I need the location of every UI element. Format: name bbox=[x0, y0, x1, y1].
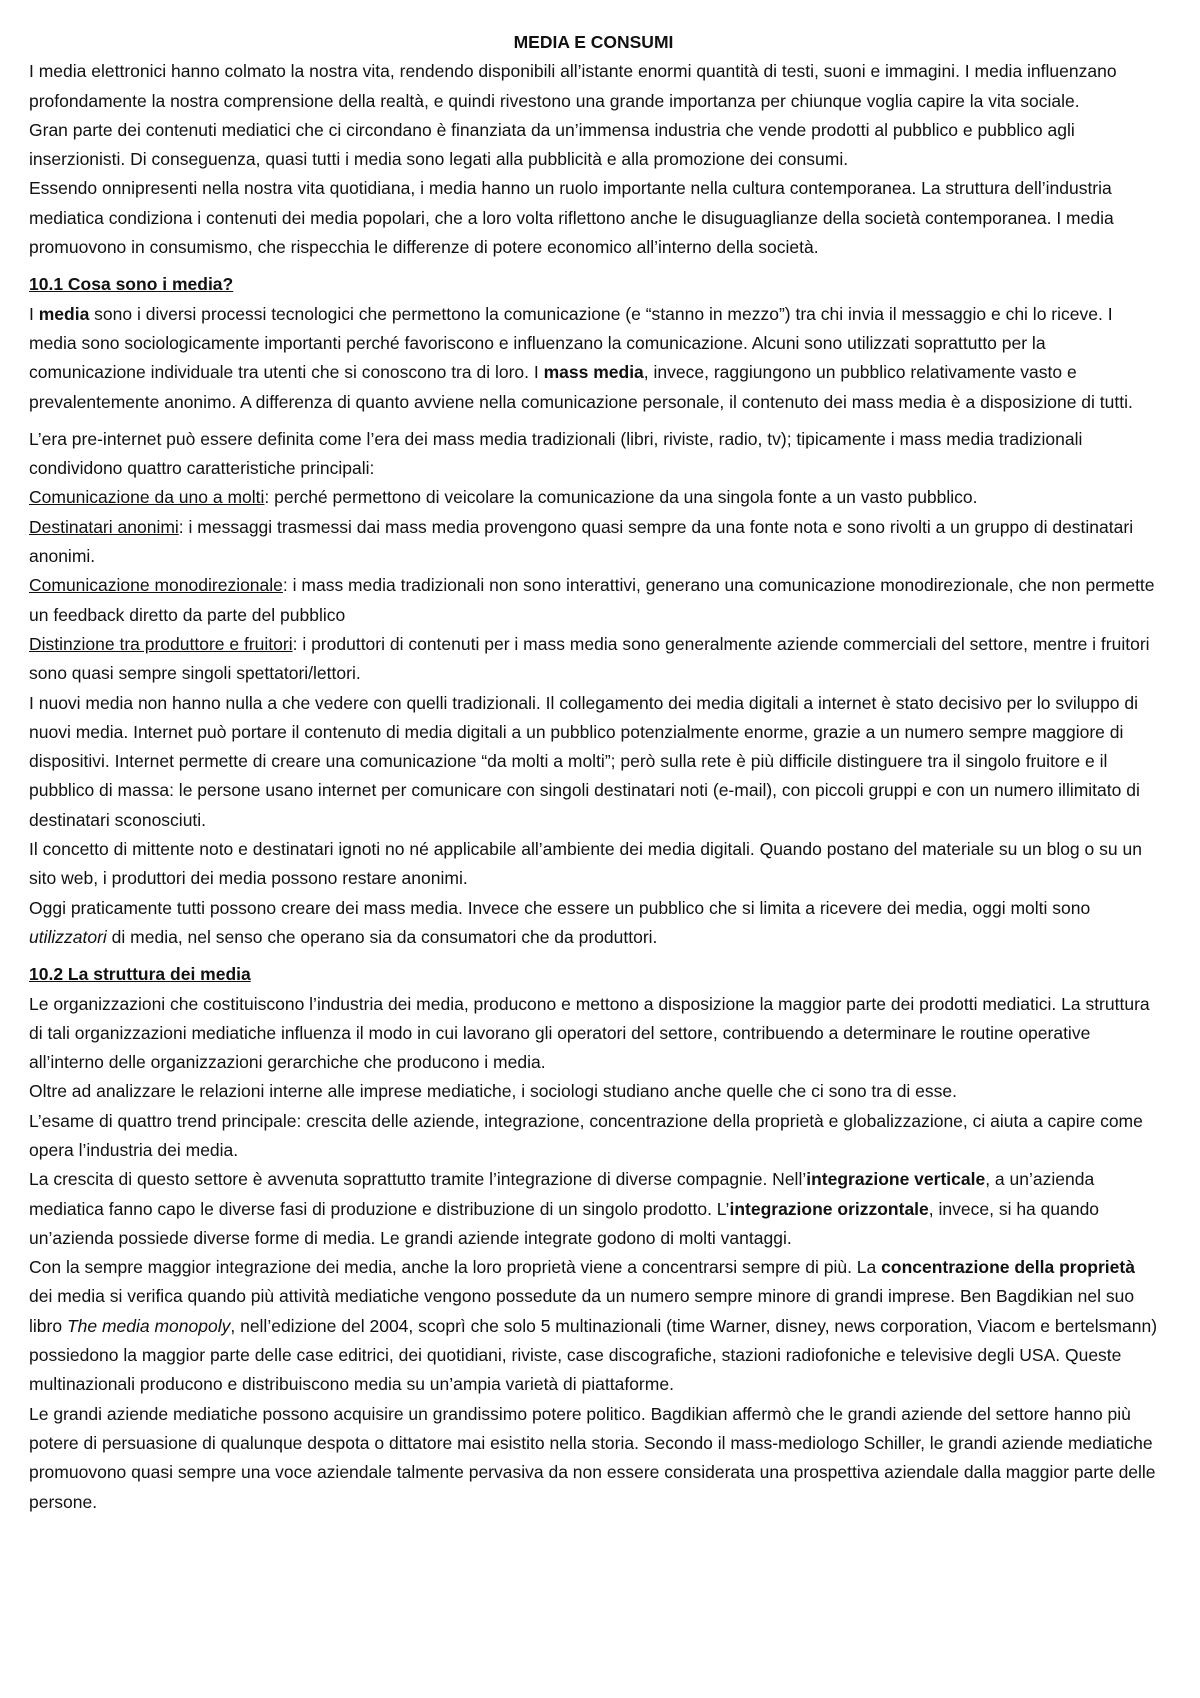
feature-text: : i messaggi trasmessi dai mass media provengono quasi sempre da una fonte nota e sono rivolti a un gruppo di destinatari anonimi. bbox=[29, 516, 1134, 567]
section2-paragraph-1: Le organizzazioni che costituiscono l’industria dei media, producono e mettono a disposizione la maggior parte dei prodotti mediatici. La struttura di tali organizzazioni mediatiche influenza il modo in cui lavorano gli operatori del settore, contribuendo a determinare le routine operative all’interno delle organizzazioni gerarchiche che producono i media. bbox=[29, 993, 1150, 1073]
text-run: , invece, si ha quando un’azienda possiede diverse forme di media. Le grandi aziende integrate godono di molti vantaggi. bbox=[29, 1198, 1100, 1248]
text-run: Con la sempre maggior integrazione dei media, anche la loro proprietà viene a concentrarsi sempre di più. La bbox=[29, 1257, 882, 1278]
spacer bbox=[29, 417, 1158, 425]
text-run: La crescita di questo settore è avvenuta soprattutto tramite l’integrazione di diverse compagnie. Nell’ bbox=[29, 1169, 807, 1190]
feature-item bbox=[29, 483, 1158, 512]
feature-term: Destinatari anonimi bbox=[29, 516, 179, 537]
intro-paragraph-3: Essendo onnipresenti nella nostra vita quotidiana, i media hanno un ruolo importante nella cultura contemporanea. La struttura dell’industria mediatica condiziona i contenuti dei media popolari, che a loro volta riflettono anche le disuguaglianze della società contemporanea. I media promuovono in consumismo, che rispecchia le differenze di potere economico all’interno della società. bbox=[29, 178, 1114, 258]
text-run: , a un’azienda mediatica fanno capo le diverse fasi di produzione e distribuzione di un singolo prodotto. L’ bbox=[29, 1169, 1095, 1219]
section1-paragraph-2: L’era pre-internet può essere definita come l’era dei mass media tradizionali (libri, riviste, radio, tv); tipicamente i mass media tradizionali condividono quattro caratteristiche principali: bbox=[29, 428, 1083, 479]
section1-paragraph-4: Il concetto di mittente noto e destinatari ignoti no né applicabile all’ambiente dei media digitali. Quando postano del materiale su un blog o su un sito web, i produttori dei media possono restare anonimi. bbox=[29, 839, 1142, 889]
book-title: The media monopoly bbox=[66, 1315, 231, 1336]
term-utilizzatori: utilizzatori bbox=[29, 926, 107, 947]
text-run: , invece, raggiungono un pubblico relativamente vasto e prevalentemente anonimo. A differenza di quanto avviene nella comunicazione personale, il contenuto dei mass media è a disposizione di tutti. bbox=[29, 362, 1133, 412]
section2-paragraph-2: Oltre ad analizzare le relazioni interne alle imprese mediatiche, i sociologi studiano anche quelle che ci sono tra di esse. bbox=[29, 1081, 958, 1102]
intro-paragraph-2: Gran parte dei contenuti mediatici che ci circondano è finanziata da un’immensa industria che vende prodotti al pubblico e pubblico agli inserzionisti. Di conseguenza, quasi tutti i media sono legati alla pubblicità e alla promozione dei consumi. bbox=[29, 119, 1075, 170]
feature-text: : perché permettono di veicolare la comunicazione da una singola fonte a un vasto pubblico. bbox=[264, 487, 978, 508]
document-title: MEDIA E CONSUMI bbox=[513, 32, 674, 52]
section1-paragraph-3: I nuovi media non hanno nulla a che vedere con quelli tradizionali. Il collegamento dei media digitali a internet è stato decisivo per lo sviluppo di nuovi media. Internet può portare il contenuto di media digitali a un pubblico potenzialmente enorme, grazie a un numero sempre maggiore di dispositivi. Internet permette di creare una comunicazione “da molti a molti”; però sulla rete è più difficile distinguere tra il singolo fruitore e il pubblico di massa: le persone usano internet per comunicare con singoli destinatari noti (e-mail), con piccoli gruppi e con un numero illimitato di destinatari sconosciuti. bbox=[29, 692, 1140, 830]
text-run: , nell’edizione del 2004, scoprì che solo 5 multinazionali (time Warner, disney, news corporation, Viacom e bertelsmann) possiedono la maggior parte delle case editrici, dei quotidiani, riviste, case discografiche, stazioni radiofoniche e televisive degli USA. Queste multinazionali producono e distribuiscono media su un’ampia varietà di piattaforme. bbox=[29, 1315, 1158, 1395]
spacer bbox=[29, 262, 1158, 270]
feature-item bbox=[29, 513, 1158, 572]
text-run: dei media si verifica quando più attività mediatiche vengono possedute da un numero sempre minore di grandi imprese. Ben Bagdikian nel suo libro bbox=[29, 1286, 1135, 1336]
section-heading-10-1: 10.1 Cosa sono i media? bbox=[29, 274, 234, 295]
feature-text: : i produttori di contenuti per i mass media sono generalmente aziende commerciali del settore, mentre i fruitori sono quasi sempre singoli spettatori/lettori. bbox=[29, 633, 1150, 684]
term-concentrazione-proprieta: concentrazione della proprietà bbox=[881, 1257, 1135, 1278]
section1-paragraph-1 bbox=[29, 300, 1158, 417]
feature-item bbox=[29, 571, 1158, 630]
section2-paragraph-4 bbox=[29, 1165, 1158, 1253]
feature-term: Comunicazione da uno a molti bbox=[29, 487, 265, 508]
text-run: sono i diversi processi tecnologici che permettono la comunicazione (e “stanno in mezzo”) tra chi invia il messaggio e chi lo riceve. I media sono sociologicamente importanti perché favoriscono e influenzano la comunicazione. Alcuni sono utilizzati soprattutto per la comunicazione individuale tra utenti che si conoscono tra di loro. I bbox=[29, 303, 1113, 383]
spacer bbox=[29, 952, 1158, 960]
term-mass-media: mass media bbox=[543, 362, 644, 383]
term-integrazione-verticale: integrazione verticale bbox=[806, 1169, 986, 1190]
feature-item bbox=[29, 630, 1158, 689]
feature-term: Distinzione tra produttore e fruitori bbox=[29, 633, 293, 654]
text-run: I bbox=[29, 303, 39, 324]
text-run: Oggi praticamente tutti possono creare dei mass media. Invece che essere un pubblico che si limita a ricevere dei media, oggi molti sono bbox=[29, 897, 1091, 918]
intro-paragraph-1: I media elettronici hanno colmato la nostra vita, rendendo disponibili all’istante enormi quantità di testi, suoni e immagini. I media influenzano profondamente la nostra comprensione della realtà, e quindi rivestono una grande importanza per chiunque voglia capire la vita sociale. bbox=[29, 61, 1117, 111]
section2-paragraph-6: Le grandi aziende mediatiche possono acquisire un grandissimo potere politico. Bagdikian affermò che le grandi aziende del settore hanno più potere di persuasione di qualunque despota o dittatore mai esistito nella storia. Secondo il mass-mediologo Schiller, le grandi aziende mediatiche promuovono quasi sempre una voce aziendale talmente pervasiva da non essere considerata una prospettiva aziendale dalla maggior parte delle persone. bbox=[29, 1403, 1156, 1512]
section1-paragraph-5 bbox=[29, 894, 1158, 953]
section2-paragraph-5 bbox=[29, 1253, 1158, 1399]
term-integrazione-orizzontale: integrazione orizzontale bbox=[729, 1198, 929, 1219]
section-heading-10-2: 10.2 La struttura dei media bbox=[29, 964, 251, 985]
text-run: di media, nel senso che operano sia da consumatori che da produttori. bbox=[106, 926, 658, 947]
feature-text: : i mass media tradizionali non sono interattivi, generano una comunicazione monodirezionale, che non permette un feedback diretto da parte del pubblico bbox=[29, 575, 1155, 625]
feature-term: Comunicazione monodirezionale bbox=[29, 575, 283, 596]
term-media: media bbox=[38, 303, 90, 324]
section2-paragraph-3: L’esame di quattro trend principale: crescita delle aziende, integrazione, concentrazione della proprietà e globalizzazione, ci aiuta a capire come opera l’industria dei media. bbox=[29, 1110, 1143, 1160]
